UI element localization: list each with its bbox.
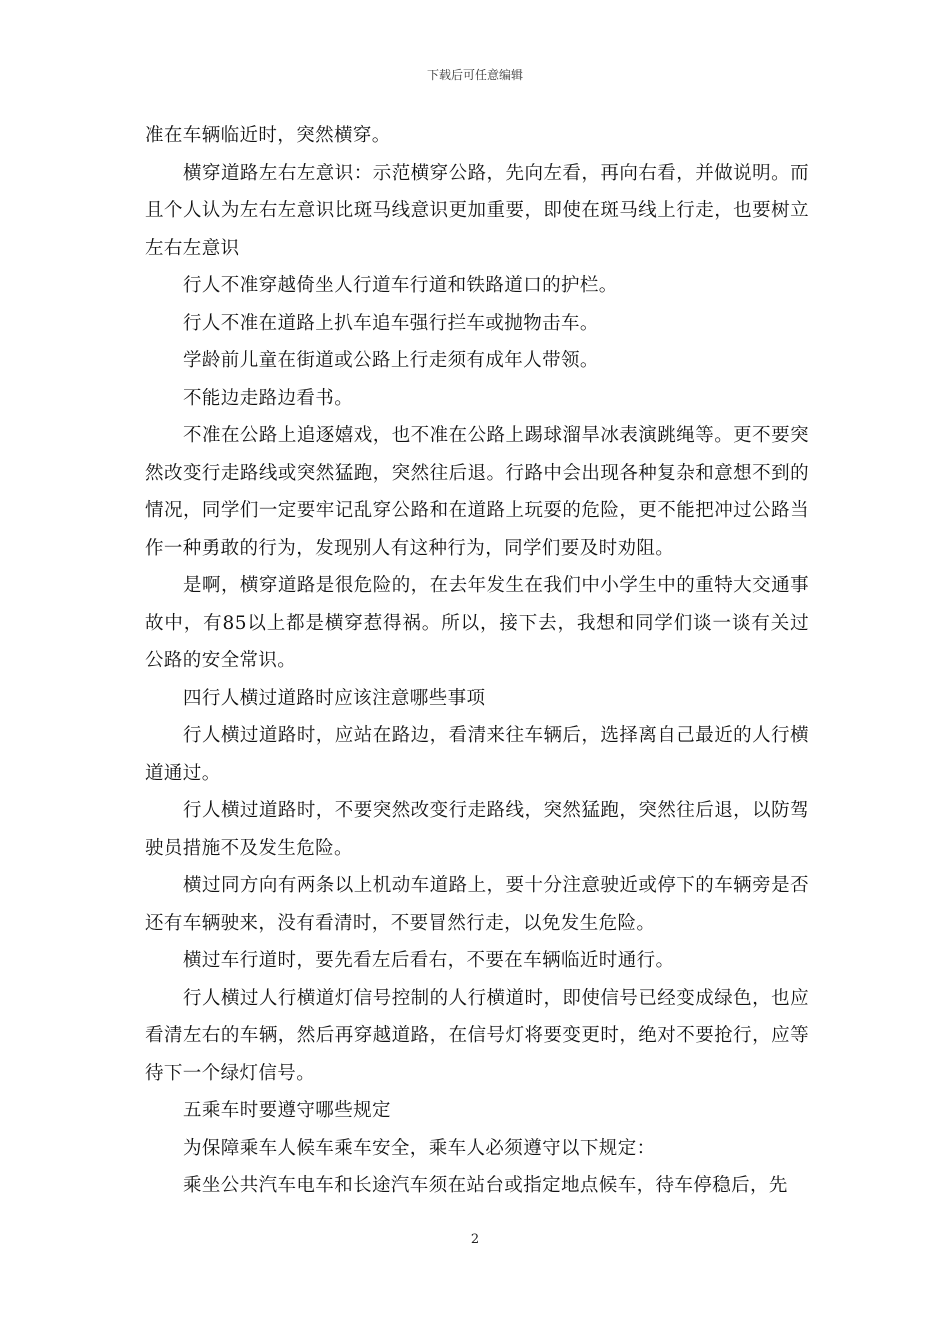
section-heading: 五乘车时要遵守哪些规定 [183,1100,391,1121]
page-header: 下载后可任意编辑 [426,68,523,82]
paragraph: 不能边走路边看书。 [183,387,354,409]
paragraph: 横过车行道时，要先看左后看右，不要在车辆临近时通行。 [183,950,675,971]
paragraph: 行人不准在道路上扒车追车强行拦车或抛物击车。 [183,312,599,334]
paragraph: 横过同方向有两条以上机动车道路上，要十分注意驶近或停下的车辆旁是否还有车辆驶来，没有看清时，不要冒然行走，以免发生危险。 [145,875,809,934]
paragraph: 行人横过道路时，应站在路边，看清来往车辆后，选择离自己最近的人行横道通过。 [145,725,809,784]
page-number: 2 [470,1232,480,1247]
paragraph: 行人横过人行横道灯信号控制的人行横道时，即使信号已经变成绿色，也应看清左右的车辆，然后再穿越道路，在信号灯将要变更时，绝对不要抢行，应等待下一个绿灯信号。 [145,987,809,1084]
paragraph: 行人横过道路时，不要突然改变行走路线，突然猛跑，突然往后退，以防驾驶员措施不及发生危险。 [145,800,809,859]
paragraph: 准在车辆临近时，突然横穿。 [145,125,391,146]
section-heading: 四行人横过道路时应该注意哪些事项 [183,687,486,709]
paragraph: 横穿道路左右左意识：示范横穿公路，先向左看，再向右看，并做说明。而且个人认为左右左意识比斑马线意识更加重要，即使在斑马线上行走，也要树立左右左意识 [145,162,809,259]
paragraph: 学龄前儿童在街道或公路上行走须有成年人带领。 [183,350,599,371]
paragraph: 为保障乘车人候车乘车安全，乘车人必须遵守以下规定： [183,1137,656,1159]
paragraph: 不准在公路上追逐嬉戏，也不准在公路上踢球溜旱冰表演跳绳等。更不要突然改变行走路线或突然猛跑，突然往后退。行路中会出现各种复杂和意想不到的情况，同学们一定要牢记乱穿公路和在道路上玩耍的危险，更不能把冲过公路当作一种勇敢的行为，发现别人有这种行为，同学们要及时劝阻。 [145,425,809,559]
paragraph: 行人不准穿越倚坐人行道车行道和铁路道口的护栏。 [183,275,618,296]
paragraph: 乘坐公共汽车电车和长途汽车须在站台或指定地点候车，待车停稳后，先 [183,1175,788,1196]
paragraph: 是啊，横穿道路是很危险的，在去年发生在我们中小学生中的重特大交通事故中，有85以上都是横穿惹得祸。所以，接下去，我想和同学们谈一谈有关过公路的安全常识。 [145,575,809,671]
document-body [145,117,809,1205]
